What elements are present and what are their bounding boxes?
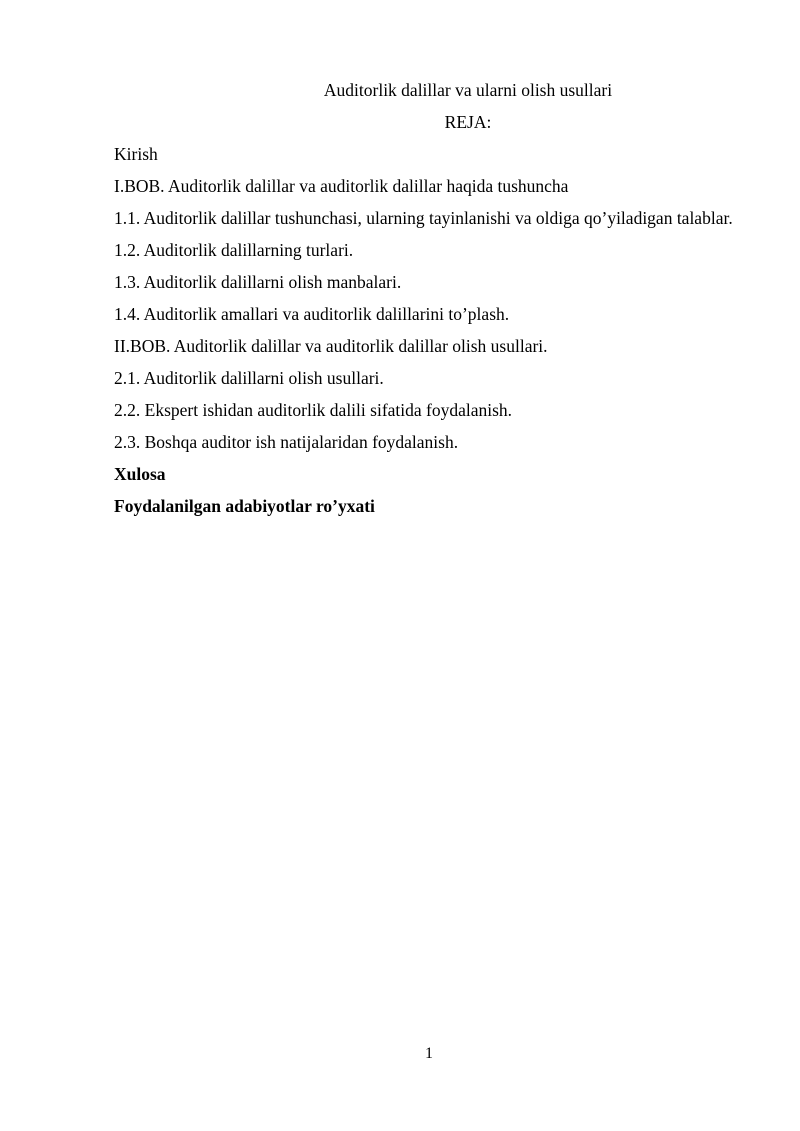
plan-item-2-2: 2.2. Ekspert ishidan auditorlik dalili sifatida foydalanish. (114, 400, 513, 420)
plan-item-1-3: 1.3. Auditorlik dalillarni olish manbalari. (114, 272, 402, 292)
document-body (114, 74, 742, 522)
plan-item-1-2: 1.2. Auditorlik dalillarning turlari. (114, 240, 354, 260)
plan-item-introduction: Kirish (114, 144, 158, 164)
plan-item-2-1: 2.1. Auditorlik dalillarni olish usullari. (114, 368, 384, 388)
plan-item-1-4: 1.4. Auditorlik amallari va auditorlik dalillarini to’plash. (114, 304, 510, 324)
plan-item-chapter-1: I.BOB. Auditorlik dalillar va auditorlik dalillar haqida tushuncha (114, 176, 569, 196)
plan-item-2-3: 2.3. Boshqa auditor ish natijalaridan foydalanish. (114, 432, 459, 452)
plan-item-chapter-2: II.BOB. Auditorlik dalillar va auditorlik dalillar olish usullari. (114, 336, 548, 356)
plan-heading: REJA: (444, 112, 492, 132)
page-number: 1 (425, 1045, 433, 1062)
document-title: Auditorlik dalillar va ularni olish usullari (323, 80, 613, 100)
plan-item-conclusion: Xulosa (114, 464, 166, 484)
plan-item-1-1: 1.1. Auditorlik dalillar tushunchasi, ularning tayinlanishi va oldiga qo’yiladigan talablar. (114, 208, 733, 228)
plan-item-references: Foydalanilgan adabiyotlar ro’yxati (114, 496, 375, 516)
